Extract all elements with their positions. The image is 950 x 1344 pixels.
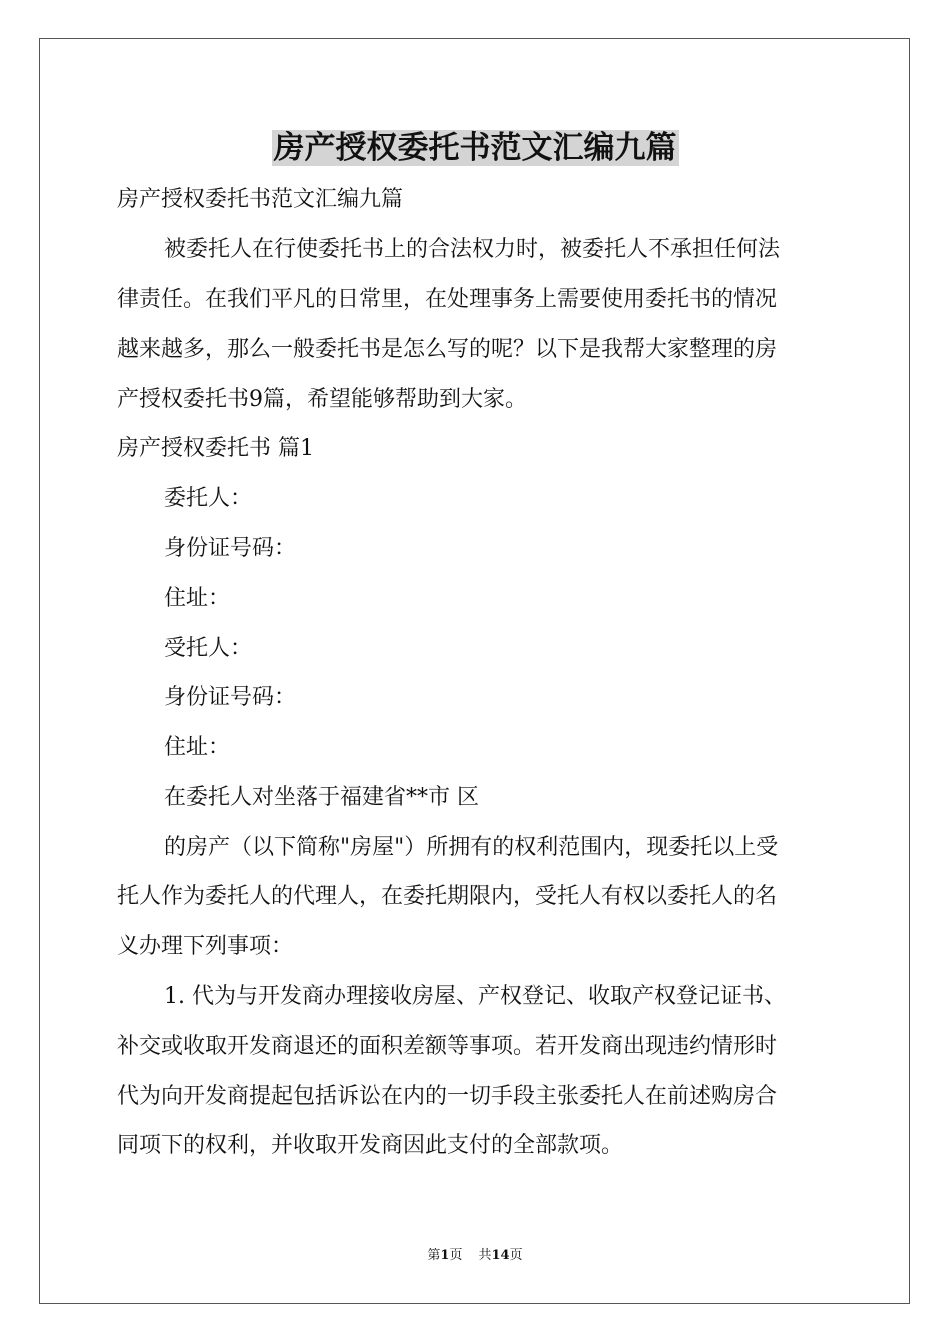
page-footer [0,1248,950,1264]
list-item-line: 补交或收取开发商退还的面积差额等事项。若开发商出现违约情形时 [117,1034,778,1059]
list-item-line: 1. 代为与开发商办理接收房屋、产权登记、收取产权登记证书、 [164,984,786,1009]
paragraph-line: 托人作为委托人的代理人，在委托期限内，受托人有权以委托人的名 [117,884,778,909]
field-agent-address: 住址： [164,735,231,760]
total-prefix: 共 [478,1248,492,1263]
paragraph-line: 产授权委托书9篇，希望能够帮助到大家。 [117,387,527,412]
field-principal-id-number: 身份证号码： [164,536,297,561]
document-title-text: 房产授权委托书范文汇编九篇 [273,130,677,166]
total-pages: 14 [491,1248,510,1263]
field-principal: 委托人： [164,486,253,511]
subtitle-line: 房产授权委托书范文汇编九篇 [117,187,404,212]
section-heading: 房产授权委托书 篇1 [117,436,314,461]
paragraph-line: 的房产（以下简称"房屋"）所拥有的权利范围内，现委托以上受 [164,835,779,860]
total-suffix: 页 [509,1248,523,1263]
field-agent-id-number: 身份证号码： [164,685,297,710]
paragraph-line: 越来越多，那么一般委托书是怎么写的呢？以下是我帮大家整理的房 [117,337,778,362]
page-number: 1 [440,1248,450,1263]
page-prefix: 第 [427,1248,441,1263]
document-title [0,128,950,168]
paragraph-line: 律责任。在我们平凡的日常里，在处理事务上需要使用委托书的情况 [117,287,778,312]
page-suffix: 页 [449,1248,463,1263]
field-principal-address: 住址： [164,586,231,611]
list-item-line: 代为向开发商提起包括诉讼在内的一切手段主张委托人在前述购房合 [117,1084,778,1109]
list-item-line: 同项下的权利，并收取开发商因此支付的全部款项。 [117,1133,624,1158]
property-location-line: 在委托人对坐落于福建省**市 区 [164,785,479,810]
paragraph-line: 被委托人在行使委托书上的合法权力时，被委托人不承担任何法 [164,237,781,262]
page-border [39,38,910,1304]
field-agent: 受托人： [164,636,253,661]
paragraph-line: 义办理下列事项： [117,934,294,959]
